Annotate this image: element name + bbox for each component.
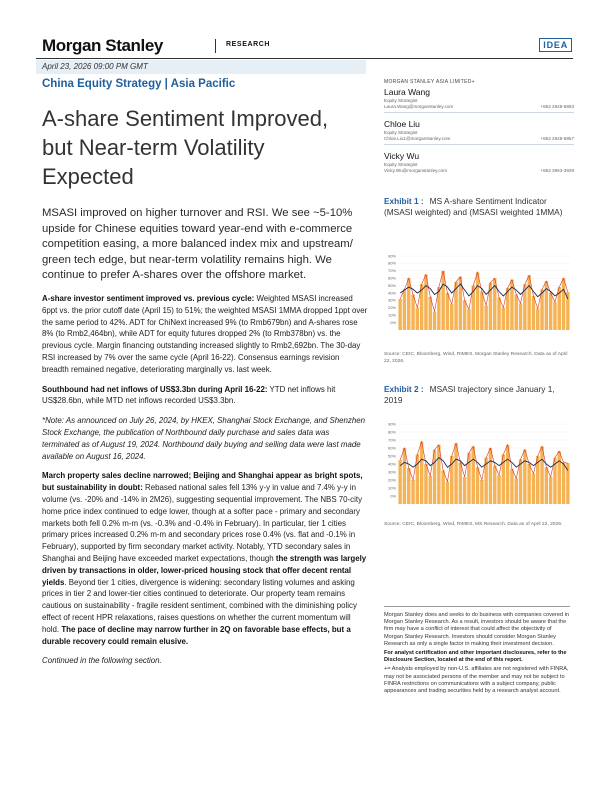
data-bar (545, 467, 548, 504)
y-tick-label: 90% (387, 253, 396, 259)
y-tick-label: 60% (387, 275, 396, 281)
publish-date: April 23, 2026 09:00 PM GMT (42, 62, 148, 71)
paragraph-emphasis: The pace of decline may narrow further in 2Q on favorable base effects, but a durable recovery could remain elusive. (42, 624, 351, 646)
data-bar (463, 477, 466, 504)
analyst-name: Chloe Liu (384, 119, 420, 129)
data-bar (411, 480, 414, 504)
note-text: *Note: As announced on July 26, 2024, by HKEX, Shanghai Stock Exchange, and Shenzhen Stock Exchange, the publication of Northbound daily purchase and sales data was terminated as of August 19, 2024. Northbound daily buying and selling data were last made available on August 16, 2024. (42, 416, 366, 461)
data-bar (497, 475, 500, 504)
data-bar (484, 306, 487, 330)
analyst-email[interactable]: Laura.Wang@morganstanley.com (384, 104, 454, 109)
y-tick-label: 10% (387, 485, 396, 491)
y-tick-label: 70% (387, 268, 396, 274)
research-label: RESEARCH (226, 41, 271, 48)
analyst-card (384, 151, 574, 174)
analyst-role: Equity Strategist (384, 98, 418, 103)
y-tick-label: 80% (387, 260, 396, 266)
data-bar (398, 460, 401, 504)
analyst-phone: +852 2848-5857 (540, 136, 574, 141)
data-bar (407, 278, 410, 330)
disclaimer-rule (384, 606, 570, 607)
analyst-divider (384, 112, 574, 113)
exhibit-2-title (384, 384, 574, 407)
idea-badge: IDEA (539, 38, 572, 52)
data-bar (515, 478, 518, 504)
y-tick-label: 20% (387, 305, 396, 311)
data-bar (510, 469, 513, 504)
exhibit-caption: MS A-share Sentiment Indicator (MSASI weighted) and (MSASI weighted 1MMA) (384, 196, 563, 218)
exhibit-number: Exhibit 1 : (384, 196, 424, 206)
data-bar (489, 448, 492, 504)
data-bar (476, 272, 479, 330)
data-bar (459, 462, 462, 504)
data-bar (540, 446, 543, 504)
analyst-phone: +852 2848-5853 (540, 104, 574, 109)
data-bar (506, 445, 509, 504)
analyst-contact (384, 104, 574, 110)
data-bar (553, 302, 556, 330)
disclaimer-text: Morgan Stanley does and seeks to do business with companies covered in Morgan Stanley Research. As a result, investors should be aware that the firm may have a conflict of interest that could affect the objectivity of Morgan Stanley Research. Investors should consider Morgan Stanley Research as only a single factor in making their investment decision. (384, 612, 570, 647)
data-bar (532, 474, 535, 504)
data-bar (558, 451, 561, 504)
analyst-email[interactable]: Vicky.Wu@morganstanley.com (384, 168, 448, 173)
data-bar (420, 442, 423, 504)
disclaimer-bold: For analyst certification and other important disclosures, refer to the Disclosure Section, located at the end of this report. (384, 650, 567, 664)
body-note (42, 415, 368, 462)
paragraph-lead: A-share investor sentiment improved vs. previous cycle: (42, 294, 255, 303)
data-bar (411, 294, 414, 330)
data-bar (549, 477, 552, 504)
y-tick-label: 50% (387, 453, 396, 459)
data-bar (493, 466, 496, 504)
analyst-email[interactable]: Chloe.Liu1@morganstanley.com (384, 136, 451, 141)
exhibit-2-chart (384, 420, 574, 512)
data-bar (441, 271, 444, 330)
data-bar (476, 467, 479, 504)
exhibit-1-title (384, 196, 574, 219)
analyst-card (384, 87, 574, 113)
analyst-contact (384, 136, 574, 142)
paragraph-text: Rebased national sales fell 13% y-y in value and 7.4% y-y in volume (vs. -20% and -14% in 2M26), suggesting sequential improvement. The NBS 70-city home price index continued to edge lower, though at a softer pace - primary and secondary markets both fell 0.2% m-m (vs. -0.3% and -0.4% in February). In particular, tier 1 cities primary prices increased 0.2% m-m and secondary prices rose 0.4% (vs. flat and -0.1% in February), supported by firm secondary market activity. Notably, YTD secondary sales in Shanghai and Beijing have exceeded market expectations, though (42, 483, 363, 563)
continued-note (42, 655, 368, 667)
paragraph-emphasis: the strength was largely driven by transactions in older, lower-priced housing stock that offer decent rental yields (42, 553, 367, 587)
data-bar (480, 480, 483, 504)
y-tick-label: 30% (387, 297, 396, 303)
paragraph-text: Weighted MSASI increased 6ppt vs. the prior cutoff date (April 15) to 51%; the weighted MSASI 1MMA dropped 1ppt over the same period to 42%. ADT for ChiNext increased 9% (to Rmb679bn) and A-shares rose 8% (to Rmb2,464bn), while ADT for equity futures dropped 2% (to Rmb378bn) vs. the previous cycle. Margin financing outstanding increased slightly to Rmb2,692bn. The 30-day RSI increased by 7% over the same cycle (April 16-22). Consensus earnings revision breadth remained negative, deteriorating marginally vs. last week. (42, 294, 368, 374)
y-tick-label: 10% (387, 312, 396, 318)
analyst-contact (384, 168, 574, 174)
exhibit-2-source: Source: CEIC, Bloomberg, Wind, RIMES, MS Research. Data as of April 22, 2026. (384, 522, 563, 527)
data-bar (519, 303, 522, 330)
data-bar (467, 309, 470, 330)
y-tick-label: 20% (387, 477, 396, 483)
report-header (42, 36, 572, 56)
exhibit-1-chart (384, 252, 574, 336)
data-bar (446, 293, 449, 330)
data-bar (450, 304, 453, 330)
header-separator (215, 39, 216, 53)
analyst-card (384, 119, 574, 145)
continued-text: Continued in the following section. (42, 656, 162, 666)
disclaimer-link-note (384, 650, 570, 664)
paragraph-text: . Beyond tier 1 cities, divergence is widening: secondary listing volumes and asking prices in tier 2 and lower-tier cities continued to deteriorate. Our property team remains cautious on sustainability - fragile resident sentiment, combined with the diminishing policy effect of recent HPR relaxations, raises questions on whether the current momentum will hold. (42, 577, 357, 634)
data-bar (515, 294, 518, 330)
body-paragraph (42, 384, 368, 408)
paragraph-text: YTD net inflows hit US$28.6bn, while MTD net inflows recorded US$3.3bn. (42, 384, 336, 406)
analyst-role: Equity Strategist (384, 162, 418, 167)
data-bar (472, 446, 475, 504)
data-bar (416, 308, 419, 330)
y-tick-label: 40% (387, 290, 396, 296)
data-bar (549, 293, 552, 330)
data-bar (398, 299, 401, 330)
data-bar (403, 448, 406, 504)
data-bar (403, 289, 406, 330)
y-tick-label: 50% (387, 282, 396, 288)
report-title: A-share Sentiment Improved, but Near-term Volatility Expected (42, 106, 329, 189)
y-tick-label: 60% (387, 445, 396, 451)
y-tick-label: 90% (387, 421, 396, 427)
body-paragraph (42, 293, 368, 376)
data-bar (497, 297, 500, 330)
disclaimer (384, 612, 570, 697)
analyst-phone: +852 3963-3928 (540, 168, 574, 173)
y-tick-label: 40% (387, 461, 396, 467)
data-bar (562, 278, 565, 330)
strategy-label: China Equity Strategy | Asia Pacific (42, 78, 236, 90)
analyst-name: Laura Wang (384, 87, 430, 97)
data-bar (454, 443, 457, 504)
analyst-role: Equity Strategist (384, 130, 418, 135)
data-bar (429, 476, 432, 504)
body-paragraph (42, 470, 368, 647)
y-tick-label: 0% (390, 493, 396, 499)
data-bar (424, 275, 427, 331)
header-rule (36, 58, 573, 59)
data-bar (532, 296, 535, 330)
data-bar (536, 309, 539, 330)
data-bar (527, 464, 530, 504)
y-tick-label: 0% (390, 319, 396, 325)
y-tick-label: 80% (387, 429, 396, 435)
firm-name: MORGAN STANLEY ASIA LIMITED+ (384, 79, 475, 85)
data-bar (463, 300, 466, 330)
data-bar (527, 275, 530, 330)
y-tick-label: 70% (387, 437, 396, 443)
morgan-stanley-logo: Morgan Stanley (42, 36, 163, 55)
exhibit-caption: MSASI trajectory since January 1, 2019 (384, 384, 555, 406)
data-bar (433, 312, 436, 331)
y-tick-label: 30% (387, 469, 396, 475)
paragraph-lead: March property sales decline narrowed; Beijing and Shanghai appear as bright spots, but sustainability in doubt: (42, 471, 363, 493)
analyst-divider (384, 144, 574, 145)
exhibit-number: Exhibit 2 : (384, 384, 424, 394)
disclaimer-text: += Analysts employed by non-U.S. affiliates are not registered with FINRA, may not be associated persons of the member and may not be subject to FINRA restrictions on communications with a subject company, public appearances and trading securities held by a research analyst account. (384, 666, 569, 695)
data-bar (562, 462, 565, 504)
data-bar (424, 464, 427, 504)
data-bar (407, 468, 410, 504)
report-body (42, 293, 368, 675)
date-bar (36, 60, 366, 74)
report-summary: MSASI improved on higher turnover and RSI. We see ~5-10% upside for Chinese equities toward year-end with e-commerce competition easing, a more balanced index mix and upstream/ green tech edge, but near-term volatility remains high. We continue to prefer A-shares over the offshore market. (42, 207, 353, 282)
data-bar (441, 470, 444, 504)
data-bar (502, 308, 505, 330)
paragraph-lead: Southbound had net inflows of US$3.3bn during April 16-22: (42, 384, 268, 394)
exhibit-1-source: Source: CEIC, Bloomberg, Wind, RIMES, Morgan Stanley Research. Data as of April 22, 2026. (384, 352, 568, 364)
data-bar (446, 482, 449, 504)
analyst-name: Vicky Wu (384, 151, 420, 161)
data-bar (523, 450, 526, 504)
data-bar (480, 292, 483, 330)
